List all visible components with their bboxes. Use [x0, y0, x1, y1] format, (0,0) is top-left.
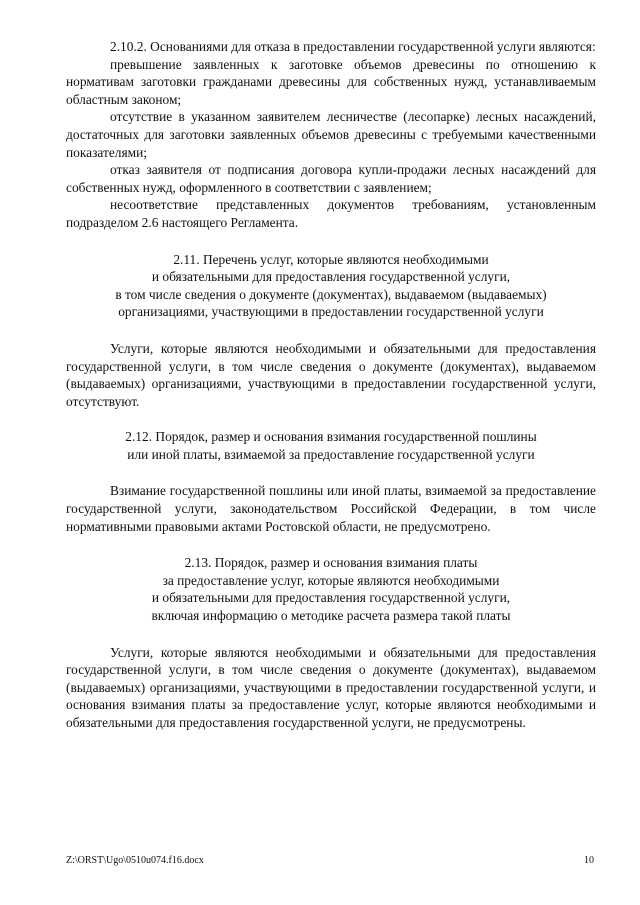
- heading-line: и обязательными для предоставления государственной услуги,: [151, 590, 511, 606]
- section-2-12-body: Взимание государственной пошлины или иной платы, взимаемой за предоставление государственной услуги, законодательством Российской Федерации, в том числе нормативными правовыми актами Ростовской области, не предусмотрено.: [66, 483, 596, 534]
- refusal-ground-1: превышение заявленных к заготовке объемов древесины по отношению к нормативам заготовки гражданами древесины для собственных нужд, устанавливаемым областным законом;: [66, 56, 596, 107]
- section-2-12-heading: [66, 428, 596, 463]
- section-2-10-2-lead: 2.10.2. Основаниями для отказа в предоставлении государственной услуги являются:: [110, 39, 596, 54]
- refusal-ground-2: отсутствие в указанном заявителем лесничестве (лесопарке) лесных насаждений, достаточных для заготовки заявленных объемов древесины с требуемыми качественными показателями;: [66, 109, 596, 160]
- heading-line: 2.11. Перечень услуг, которые являются необходимыми: [173, 251, 489, 267]
- section-2-13-heading: [66, 554, 596, 624]
- heading-line: 2.12. Порядок, размер и основания взимания государственной пошлины: [125, 429, 537, 445]
- refusal-ground-3: отказ заявителя от подписания договора купли-продажи лесных насаждений для собственных нужд, оформленного в соответствии с заявлением;: [66, 162, 596, 195]
- heading-line: 2.13. Порядок, размер и основания взимания платы: [184, 555, 478, 571]
- footer-file-path: Z:\ORST\Ugo\0510u074.f16.docx: [66, 855, 204, 866]
- heading-line: за предоставление услуг, которые являются необходимыми: [162, 572, 500, 588]
- section-2-13-body: Услуги, которые являются необходимыми и обязательными для предоставления государственной услуги, в том числе сведения о документе (документах), выдаваемом (выдаваемых) организациями, участвующими в предоставлении государственной услуги, и основания взимания платы за предоставление услуг, которые являются необходимыми и обязательными для предоставления государственной услуги, не предусмотрены.: [66, 644, 596, 730]
- refusal-ground-4: несоответствие представленных документов требованиям, установленным подразделом 2.6 настоящего Регламента.: [66, 197, 596, 230]
- footer-page-number: 10: [584, 855, 594, 866]
- heading-line: и обязательными для предоставления государственной услуги,: [151, 269, 511, 285]
- heading-line: организациями, участвующими в предоставлении государственной услуги: [118, 304, 544, 320]
- document-body: [66, 38, 596, 732]
- heading-line: включая информацию о методике расчета размера такой платы: [151, 608, 511, 624]
- heading-line: в том числе сведения о документе (документах), выдаваемом (выдаваемых): [115, 286, 547, 302]
- section-2-11-body: Услуги, которые являются необходимыми и обязательными для предоставления государственной услуги, в том числе сведения о документе (документах), выдаваемом (выдаваемых) организациями, участвующими в предоставлении государственной услуги, отсутствуют.: [66, 340, 596, 409]
- section-2-11-heading: [66, 251, 596, 321]
- heading-line: или иной платы, взимаемой за предоставление государственной услуги: [127, 446, 535, 462]
